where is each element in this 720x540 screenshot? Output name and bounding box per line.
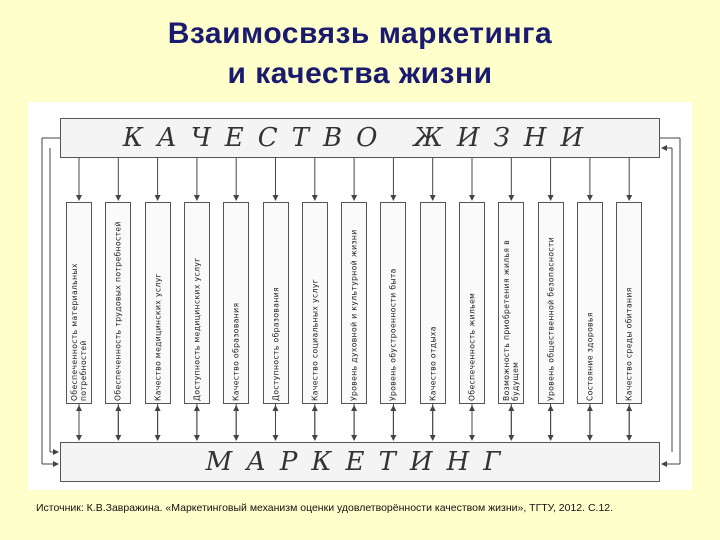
- title-line-2: и качества жизни: [227, 57, 493, 90]
- indicator-label: Качество социальных услуг: [310, 278, 320, 401]
- indicator-label: Доступность медицинских услуг: [192, 257, 202, 401]
- indicator-label: Обеспеченность трудовых потребностей: [113, 221, 123, 401]
- indicator-label: Качество образования: [231, 302, 241, 401]
- slide-title: [0, 14, 720, 94]
- indicator-label: Обеспеченность материальных потребностей: [70, 263, 88, 401]
- indicator-label: Возможность приобретения жилья в будущем: [502, 239, 521, 401]
- indicator-column: [263, 202, 289, 404]
- indicator-label: Качество медицинских услуг: [153, 272, 163, 401]
- indicator-column: [459, 202, 485, 404]
- indicator-label: Состояние здоровья: [585, 312, 595, 401]
- indicator-column: [105, 202, 131, 404]
- indicator-column: [498, 202, 524, 404]
- marketing-label: МАРКЕТИНГ: [205, 447, 515, 477]
- indicator-column: [380, 202, 406, 404]
- indicator-column: [145, 202, 171, 404]
- quality-of-life-label: КАЧЕСТВО ЖИЗНИ: [122, 123, 598, 153]
- title-line-1: Взаимосвязь маркетинга: [167, 17, 553, 50]
- quality-of-life-box: [60, 118, 660, 158]
- indicator-column: [577, 202, 603, 404]
- indicator-column: [341, 202, 367, 404]
- indicator-label: Обеспеченность жильем: [467, 292, 477, 401]
- indicator-label: Качество среды обитания: [624, 287, 634, 401]
- indicator-label: Уровень общественной безопасности: [546, 236, 556, 401]
- indicator-label: Уровень обустроенности быта: [388, 268, 398, 401]
- source-caption: Источник: К.В.Завражина. «Маркетинговый механизм оценки удовлетворённости качеством жизни», ТГТУ, 2012. С.12.: [36, 502, 614, 514]
- indicator-column: [184, 202, 210, 404]
- indicator-label: Доступность образования: [271, 286, 280, 401]
- diagram-figure: [28, 102, 692, 490]
- indicator-label: Качество отдыха: [428, 326, 438, 401]
- indicator-column: [302, 202, 328, 404]
- indicator-column: [223, 202, 249, 404]
- indicator-column: [66, 202, 92, 404]
- indicator-column: [538, 202, 564, 404]
- marketing-box: [60, 442, 660, 482]
- indicator-label: Уровень духовной и культурной жизни: [349, 229, 359, 401]
- indicator-column: [616, 202, 642, 404]
- indicator-column: [420, 202, 446, 404]
